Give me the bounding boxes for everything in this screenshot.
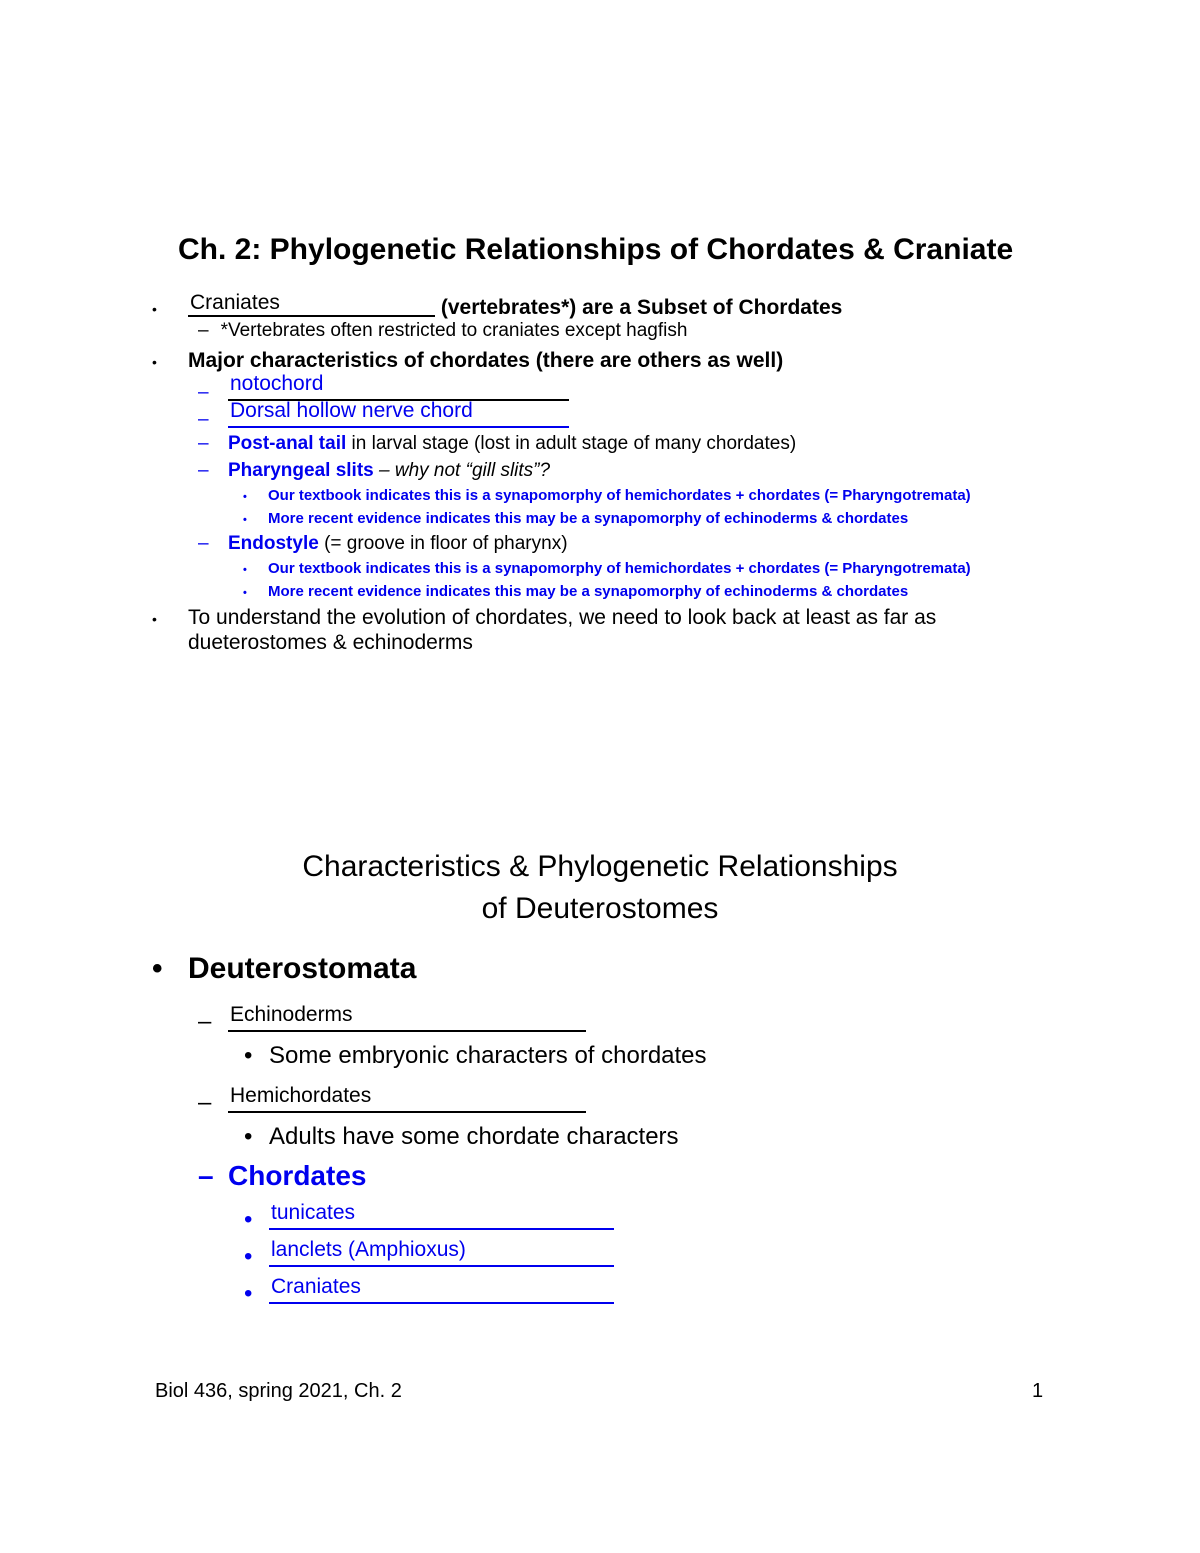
dash: –	[198, 320, 209, 341]
dash: –	[198, 533, 209, 554]
chordate-item-lanclets	[244, 1238, 614, 1271]
craniates-blank	[188, 290, 435, 314]
chordate-item-tunicates	[244, 1201, 614, 1234]
hemichordates-note	[244, 1123, 679, 1151]
craniates-fill: Craniates	[190, 291, 280, 314]
slide2-title-a: Characteristics & Phylogenetic Relationships	[302, 850, 898, 883]
major-characteristics-text: Major characteristics of chordates (there are others as well)	[188, 349, 784, 372]
endostyle-note-1	[243, 560, 971, 577]
evolution-text-a: To understand the evolution of chordates, we need to look back at least as far as	[188, 606, 937, 629]
bullet: •	[243, 587, 247, 599]
bullet: •	[152, 354, 157, 370]
pharyngeal-note-2	[243, 510, 908, 527]
evolution-line	[152, 606, 936, 655]
tunicates-fill: tunicates	[271, 1201, 356, 1224]
slide1-title: Ch. 2: Phylogenetic Relationships of Chordates & Craniate	[178, 233, 1014, 266]
bullet: •	[244, 1206, 253, 1233]
pharyngeal-note-1	[243, 487, 971, 504]
dash: –	[198, 1089, 212, 1116]
echinoderms-note-text: Some embryonic characters of chordates	[269, 1042, 707, 1069]
deuterostomata-text: Deuterostomata	[188, 952, 417, 985]
bullet: •	[243, 564, 247, 576]
major-characteristics	[152, 349, 783, 373]
pharyngeal-slits	[198, 460, 550, 482]
bullet: •	[152, 611, 157, 627]
pharyngeal-rest: – why not “gill slits”?	[379, 460, 551, 481]
post-anal-term: Post-anal tail	[228, 433, 347, 454]
vertebrates-note	[198, 320, 688, 342]
post-anal-rest: in larval stage (lost in adult stage of many chordates)	[351, 433, 797, 454]
craniates2-fill: Craniates	[271, 1275, 361, 1298]
endostyle	[198, 533, 568, 555]
bullet: •	[244, 1123, 253, 1150]
chordates	[198, 1160, 366, 1192]
dash: –	[198, 1160, 214, 1191]
bullet: •	[244, 1280, 253, 1307]
dorsal-nerve-blank	[228, 401, 569, 425]
footer-left: Biol 436, spring 2021, Ch. 2	[155, 1380, 402, 1402]
lanclets-blank	[269, 1238, 614, 1264]
endostyle-note-1-text: Our textbook indicates this is a synapomorphy of hemichordates + chordates (= Pharyngotremata)	[268, 560, 971, 577]
page-number: 1	[1032, 1380, 1044, 1402]
echinoderms-blank	[228, 1003, 586, 1029]
dash: –	[198, 1008, 212, 1035]
hemichordates	[198, 1084, 586, 1117]
craniates-line	[152, 290, 842, 320]
lanclets-fill: lanclets (Amphioxus)	[271, 1238, 466, 1261]
chordates-text: Chordates	[228, 1160, 367, 1191]
hemichordates-blank	[228, 1084, 586, 1110]
tunicates-blank	[269, 1201, 614, 1227]
pharyngeal-note-2-text: More recent evidence indicates this may be a synapomorphy of echinoderms & chordates	[268, 510, 909, 527]
endostyle-note-2	[243, 583, 908, 600]
bullet: •	[243, 491, 247, 503]
pharyngeal-note-1-text: Our textbook indicates this is a synapomorphy of hemichordates + chordates (= Pharyngotremata)	[268, 487, 971, 504]
hemichordates-fill: Hemichordates	[230, 1084, 372, 1107]
echinoderms	[198, 1003, 586, 1036]
craniates2-blank	[269, 1275, 614, 1301]
characteristic-dorsal-nerve	[198, 401, 569, 431]
bullet: •	[152, 301, 157, 317]
pharyngeal-term: Pharyngeal slits	[228, 460, 374, 481]
dash: –	[198, 460, 209, 481]
slide2-title-b: of Deuterostomes	[481, 892, 719, 925]
endostyle-rest: (= groove in floor of pharynx)	[324, 533, 568, 554]
dorsal-nerve-fill: Dorsal hollow nerve chord	[230, 399, 473, 422]
bullet: •	[244, 1042, 253, 1069]
bullet: •	[244, 1243, 253, 1270]
deuterostomata	[152, 952, 416, 986]
craniates-text: (vertebrates*) are a Subset of Chordates	[440, 296, 843, 319]
chordate-item-craniates	[244, 1275, 614, 1308]
echinoderms-note	[244, 1042, 707, 1070]
dash: –	[198, 433, 209, 454]
vertebrates-note-text: *Vertebrates often restricted to craniates except hagfish	[220, 320, 688, 341]
dash: –	[198, 382, 209, 403]
evolution-text-b: dueterostomes & echinoderms	[188, 631, 473, 654]
endostyle-term: Endostyle	[228, 533, 319, 554]
dash: –	[198, 409, 209, 430]
bullet: •	[243, 514, 247, 526]
post-anal-tail	[198, 433, 796, 455]
notochord-fill: notochord	[230, 372, 324, 395]
endostyle-note-2-text: More recent evidence indicates this may be a synapomorphy of echinoderms & chordates	[268, 583, 909, 600]
notochord-blank	[228, 374, 569, 398]
bullet: •	[152, 952, 163, 985]
echinoderms-fill: Echinoderms	[230, 1003, 353, 1026]
hemichordates-note-text: Adults have some chordate characters	[269, 1123, 679, 1150]
